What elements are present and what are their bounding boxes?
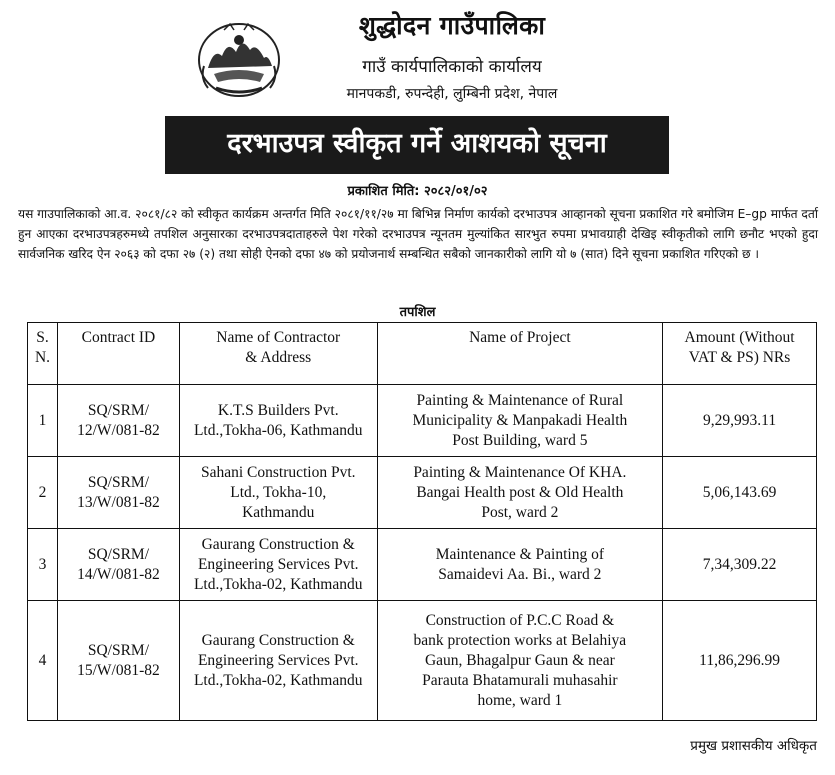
header-contract-id: Contract ID [57, 323, 179, 385]
published-date: प्रकाशित मिति: २०८२/०१/०२ [347, 184, 488, 199]
row-project: Maintenance & Painting of Samaidevi Aa. Bi., ward 2 [377, 529, 663, 601]
row-sn: 4 [28, 601, 58, 721]
municipality-name: शुद्धोदन गाउँपालिका [358, 11, 546, 40]
row-sn: 1 [28, 385, 58, 457]
header-project: Name of Project [377, 323, 663, 385]
row-amount: 5,06,143.69 [663, 457, 817, 529]
table-row [28, 385, 817, 457]
row-amount: 11,86,296.99 [663, 601, 817, 721]
row-contract-id: SQ/SRM/ 12/W/081-82 [57, 385, 179, 457]
row-amount: 7,34,309.22 [663, 529, 817, 601]
office-address: मानपकडी, रुपन्देही, लुम्बिनी प्रदेश, नेपाल [346, 86, 558, 102]
office-name: गाउँ कार्यपालिकाको कार्यालय [362, 57, 542, 77]
row-sn: 2 [28, 457, 58, 529]
contracts-table [27, 322, 817, 721]
signatory-title: प्रमुख प्रशासकीय अधिकृत [690, 738, 817, 754]
row-project: Painting & Maintenance of Rural Municipality & Manpakadi Health Post Building, ward 5 [377, 385, 663, 457]
table-row [28, 457, 817, 529]
table-row [28, 601, 817, 721]
row-contract-id: SQ/SRM/ 15/W/081-82 [57, 601, 179, 721]
header-contractor: Name of Contractor & Address [179, 323, 377, 385]
row-contractor: Sahani Construction Pvt. Ltd., Tokha-10, Kathmandu [179, 457, 377, 529]
letterhead [0, 0, 835, 112]
table-header-row [28, 323, 817, 385]
row-sn: 3 [28, 529, 58, 601]
nepal-emblem-icon [194, 18, 284, 100]
notice-title: दरभाउपत्र स्वीकृत गर्ने आशयको सूचना [165, 116, 669, 174]
row-contract-id: SQ/SRM/ 14/W/081-82 [57, 529, 179, 601]
row-contractor: Gaurang Construction & Engineering Services Pvt. Ltd.,Tokha-02, Kathmandu [179, 529, 377, 601]
row-contractor: K.T.S Builders Pvt. Ltd.,Tokha-06, Kathmandu [179, 385, 377, 457]
row-contract-id: SQ/SRM/ 13/W/081-82 [57, 457, 179, 529]
row-amount: 9,29,993.11 [663, 385, 817, 457]
table-row [28, 529, 817, 601]
table-caption: तपशिल [399, 305, 436, 320]
row-project: Painting & Maintenance Of KHA. Bangai Health post & Old Health Post, ward 2 [377, 457, 663, 529]
header-sn: S. N. [28, 323, 58, 385]
row-project: Construction of P.C.C Road & bank protection works at Belahiya Gaun, Bhagalpur Gaun & near Parauta Bhatamurali muhasahir home, ward 1 [377, 601, 663, 721]
row-contractor: Gaurang Construction & Engineering Services Pvt. Ltd.,Tokha-02, Kathmandu [179, 601, 377, 721]
notice-body: यस गाउपालिकाको आ.व. २०८१/८२ को स्वीकृत कार्यक्रम अन्तर्गत मिति २०८१/११/२७ मा बिभिन्न निर्माण कार्यको दरभाउपत्र आव्हानको सूचना प्रकाशित गरे बमोजिम E–gp मार्फत दर्ता हुन आएका दरभाउपत्रहरुमध्ये तपशिल अनुसारका दरभाउपत्रदाताहरुले पेश गरेको दरभाउपत्र न्यूनतम मुल्यांकित सारभुत रुपमा प्रभावग्राही देखिइ स्वीकृतीको लागि छनौट भएको हुदा सार्वजनिक खरिद ऐन २०६३ को दफा २७ (२) तथा सोही ऐनको दफा ४७ को प्रयोजनार्थ सम्बन्धित सबैको जानकारीको लागि यो ७ (सात) दिने सूचना प्रकाशित गरिएको छ । [18, 207, 818, 261]
header-amount: Amount (Without VAT & PS) NRs [663, 323, 817, 385]
